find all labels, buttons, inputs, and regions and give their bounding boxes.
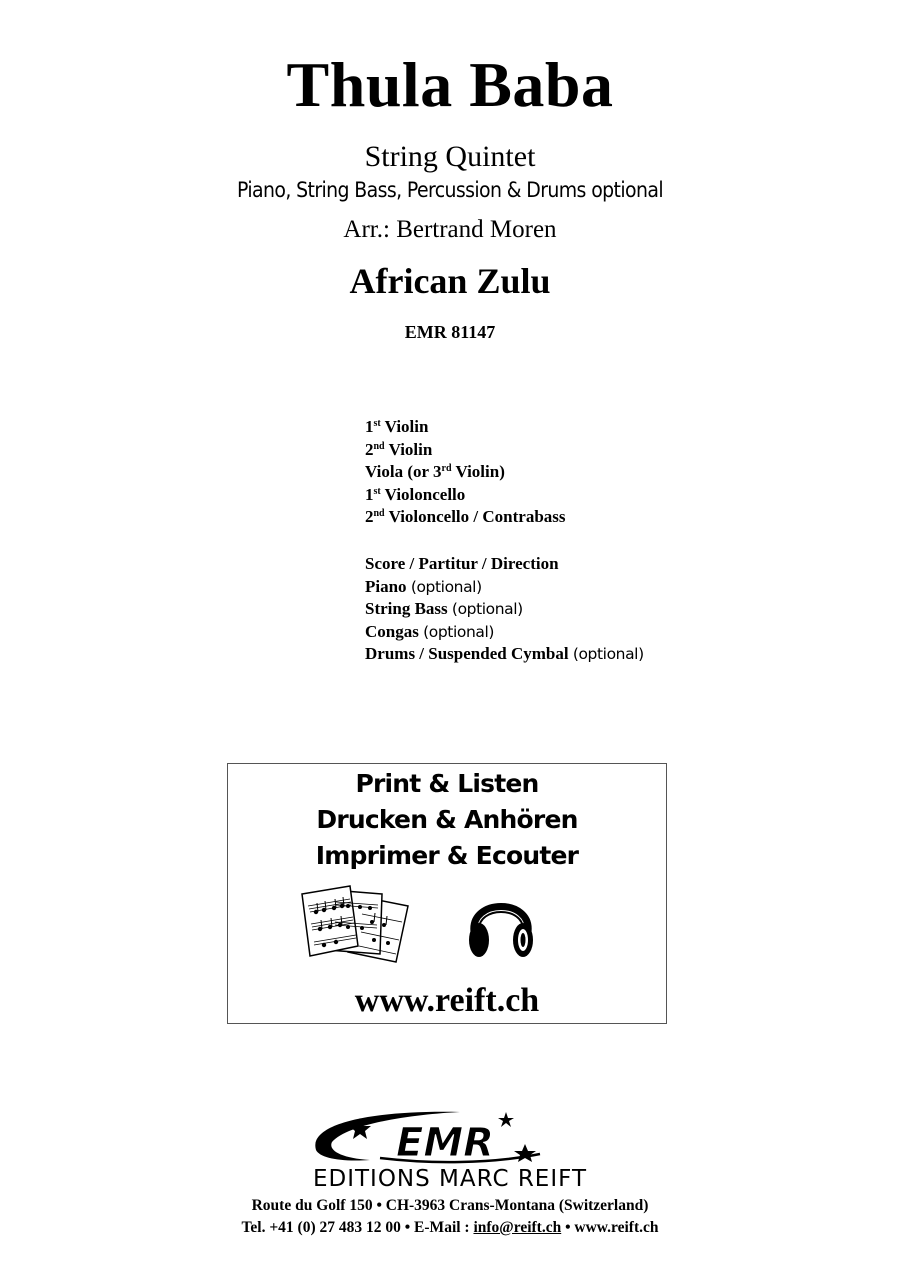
ordinal-suffix: st (373, 485, 381, 497)
part-name-start: 1 (365, 417, 374, 436)
optional-part-item (365, 553, 644, 576)
subtitle: String Quintet (364, 140, 536, 173)
string-part-item (365, 506, 566, 529)
optional-note: (optional) (423, 622, 495, 641)
part-name-end: Violin) (451, 462, 505, 481)
optional-note: (optional) (410, 577, 482, 596)
string-part-item (365, 461, 566, 484)
email-link[interactable]: info@reift.ch (473, 1219, 562, 1236)
part-name-end: Violoncello (380, 484, 466, 504)
part-name-end: Violoncello / Contrabass (384, 507, 566, 526)
ordinal-suffix: nd (373, 440, 385, 452)
part-name-end: Violin (380, 417, 429, 436)
optional-part-item (365, 598, 644, 621)
string-parts-list (365, 416, 566, 529)
string-part-item (365, 416, 566, 439)
optional-note: (optional) (451, 600, 523, 618)
catalog-number: EMR 81147 (404, 322, 496, 342)
part-name: Congas (365, 621, 419, 641)
part-name: Piano (365, 576, 407, 596)
promo-line-english: Print & Listen (355, 769, 539, 798)
optional-parts-list (365, 553, 644, 666)
print-listen-box (227, 763, 667, 1024)
arranger-line: Arr.: Bertrand Moren (343, 216, 557, 243)
part-name: String Bass (365, 599, 448, 618)
contact-phone: Tel. +41 (0) 27 483 12 00 • E-Mail : (241, 1219, 474, 1236)
ordinal-suffix: rd (441, 463, 452, 474)
website-link[interactable]: • www.reift.ch (561, 1219, 659, 1236)
page-title: Thula Baba (286, 49, 614, 120)
part-name-start: 2 (365, 507, 374, 526)
optional-part-item (365, 576, 644, 599)
publisher-contact (0, 1219, 900, 1237)
ordinal-suffix: nd (373, 508, 385, 519)
headphones-icon (466, 888, 536, 962)
ordinal-suffix: st (373, 418, 381, 429)
instrumentation-line: Piano, String Bass, Percussion & Drums optional (237, 178, 663, 202)
promo-website[interactable]: www.reift.ch (354, 982, 540, 1019)
promo-line-german: Drucken & Anhören (316, 805, 578, 834)
string-part-item (365, 484, 566, 507)
publisher-address: Route du Golf 150 • CH-3963 Crans-Montana (Switzerland) (251, 1197, 649, 1214)
publisher-name: EDITIONS MARC REIFT (312, 1166, 588, 1192)
optional-part-item (365, 643, 644, 666)
part-name-end: Violin (384, 439, 433, 459)
sheet-music-icon (300, 884, 412, 966)
promo-line-french: Imprimer & Ecouter (315, 841, 579, 870)
part-name-start: 1 (365, 484, 374, 504)
optional-part-item (365, 621, 644, 644)
logo-text: EMR (396, 1120, 494, 1166)
part-name-start: 2 (365, 439, 374, 459)
part-name: Drums / Suspended Cymbal (365, 644, 569, 663)
part-name: Score / Partitur / Direction (365, 554, 559, 573)
emr-logo (310, 1106, 590, 1166)
optional-note: (optional) (572, 645, 644, 663)
string-part-item (365, 439, 566, 462)
part-name-start: Viola (or 3 (365, 462, 442, 481)
style-heading: African Zulu (349, 261, 551, 301)
